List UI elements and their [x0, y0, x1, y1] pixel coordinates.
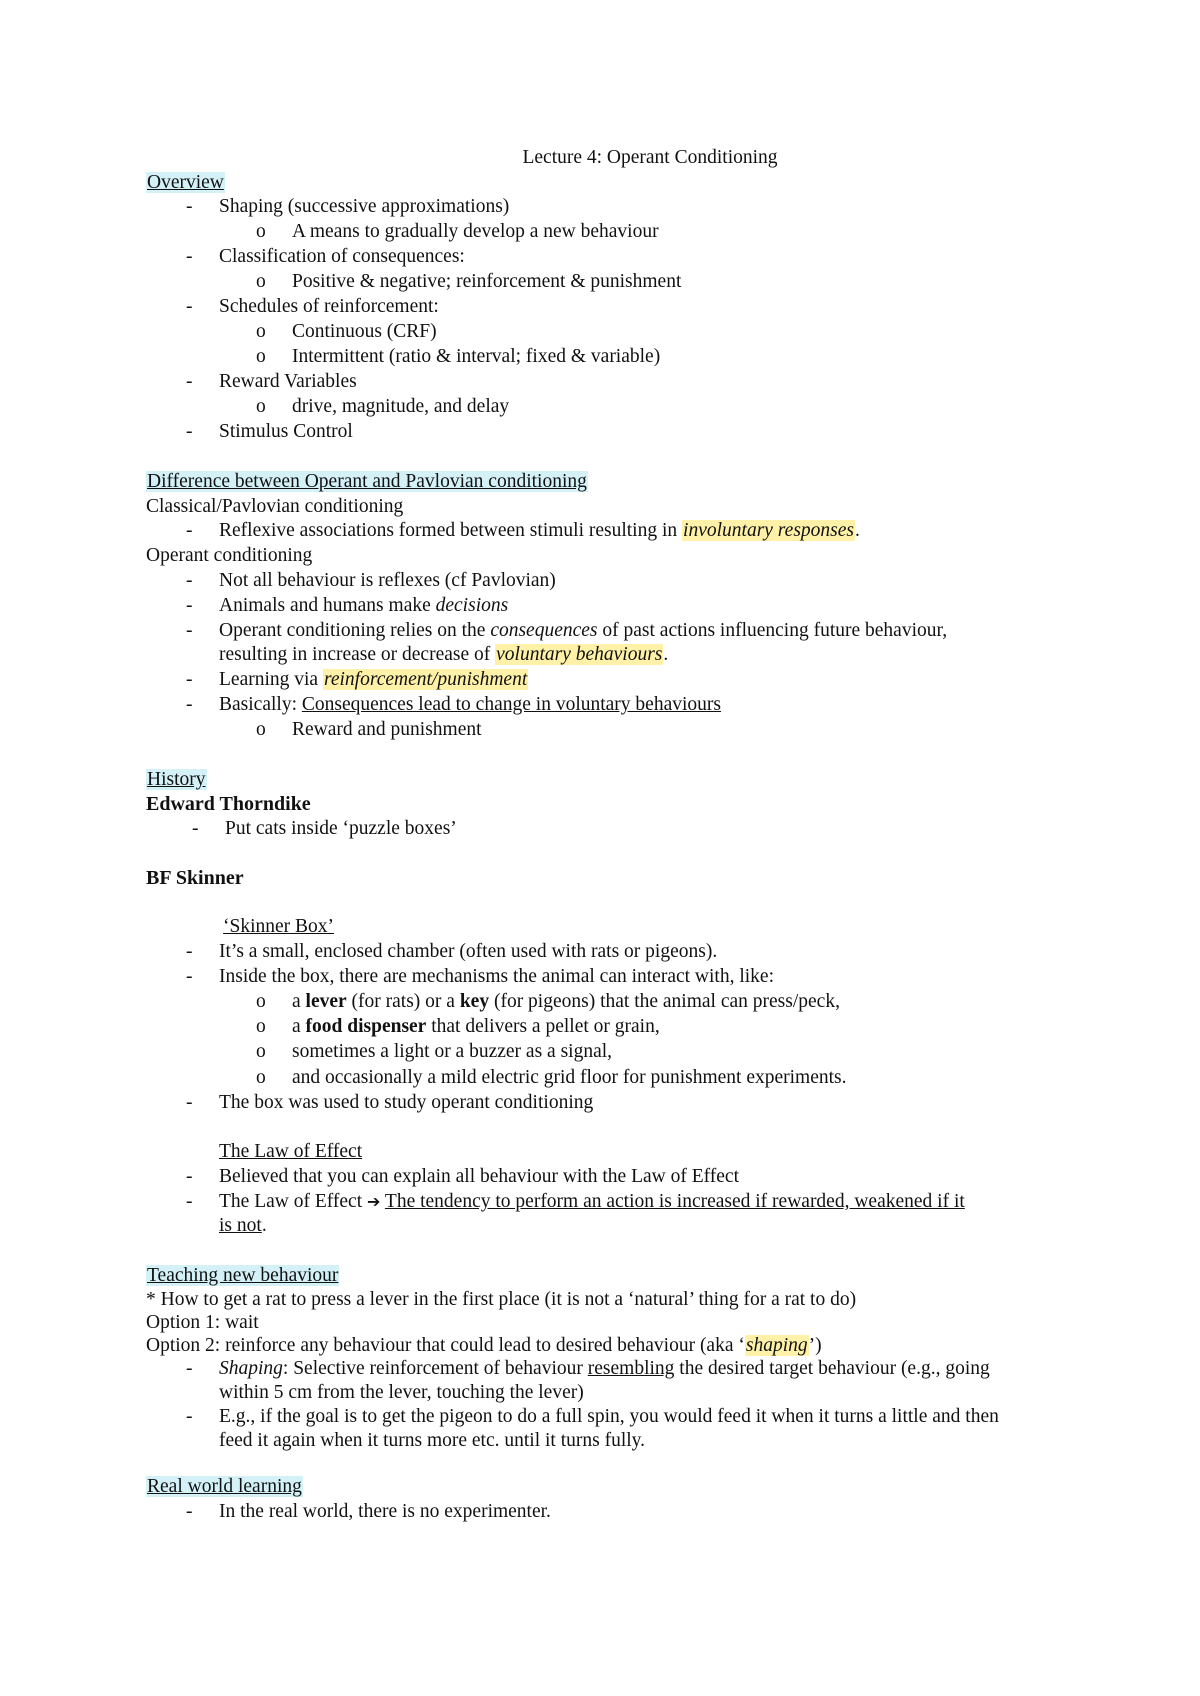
- history-heading: History: [147, 769, 206, 790]
- list-item: - The box was used to study operant conditioning: [186, 1092, 594, 1113]
- list-item-continuation: within 5 cm from the lever, touching the lever): [219, 1382, 584, 1403]
- option-1: Option 1: wait: [146, 1312, 259, 1333]
- list-item: o Positive & negative; reinforcement & punishment: [256, 271, 682, 292]
- list-item: - Inside the box, there are mechanisms the animal can interact with, like:: [186, 966, 775, 987]
- list-item: o sometimes a light or a buzzer as a signal,: [256, 1041, 613, 1062]
- difference-heading: Difference between Operant and Pavlovian conditioning: [147, 471, 587, 492]
- list-item: - Reflexive associations formed between stimuli resulting in involuntary responses.: [186, 520, 860, 541]
- list-item: - It’s a small, enclosed chamber (often used with rats or pigeons).: [186, 941, 718, 962]
- list-item: o a lever (for rats) or a key (for pigeons) that the animal can press/peck,: [256, 991, 840, 1012]
- list-item: o Reward and punishment: [256, 719, 482, 740]
- list-item: o A means to gradually develop a new behaviour: [256, 221, 659, 242]
- list-item: - Schedules of reinforcement:: [186, 296, 439, 317]
- teaching-note: * How to get a rat to press a lever in the first place (it is not a ‘natural’ thing for a rat to do): [146, 1289, 857, 1310]
- list-item: - Animals and humans make decisions: [186, 595, 509, 616]
- right-arrow-icon: ➔: [366, 1192, 381, 1211]
- classical-label: Classical/Pavlovian conditioning: [146, 496, 404, 517]
- list-item: - Basically: Consequences lead to change in voluntary behaviours: [186, 694, 721, 715]
- list-item-continuation: feed it again when it turns more etc. until it turns fully.: [219, 1430, 646, 1451]
- law-of-effect-subheading: The Law of Effect: [219, 1141, 363, 1162]
- list-item: o Continuous (CRF): [256, 321, 437, 342]
- list-item: - Learning via reinforcement/punishment: [186, 669, 528, 690]
- list-item: o and occasionally a mild electric grid floor for punishment experiments.: [256, 1067, 847, 1088]
- list-item: - Shaping (successive approximations): [186, 196, 510, 217]
- list-item: - E.g., if the goal is to get the pigeon to do a full spin, you would feed it when it turns a little and then: [186, 1406, 999, 1427]
- overview-heading: Overview: [147, 172, 224, 193]
- list-item: - Operant conditioning relies on the consequences of past actions influencing future behaviour,: [186, 620, 948, 641]
- list-item: - Shaping: Selective reinforcement of behaviour resembling the desired target behaviour (e.g., going: [186, 1358, 990, 1379]
- list-item-continuation: resulting in increase or decrease of voluntary behaviours.: [219, 644, 669, 665]
- list-item: - The Law of Effect ➔ The tendency to perform an action is increased if rewarded, weakened if it: [186, 1191, 965, 1212]
- list-item-continuation: is not.: [219, 1215, 267, 1236]
- list-item: - Stimulus Control: [186, 421, 353, 442]
- operant-label: Operant conditioning: [146, 545, 313, 566]
- list-item: - Believed that you can explain all behaviour with the Law of Effect: [186, 1166, 739, 1187]
- list-item: o drive, magnitude, and delay: [256, 396, 510, 417]
- list-item: o a food dispenser that delivers a pellet or grain,: [256, 1016, 660, 1037]
- list-item: - Not all behaviour is reflexes (cf Pavlovian): [186, 570, 556, 591]
- list-item: o Intermittent (ratio & interval; fixed & variable): [256, 346, 661, 367]
- thorndike-heading: Edward Thorndike: [146, 793, 311, 815]
- teaching-heading: Teaching new behaviour: [147, 1265, 339, 1286]
- page-title: Lecture 4: Operant Conditioning: [522, 147, 778, 168]
- list-item: - Reward Variables: [186, 371, 357, 392]
- skinner-box-subheading: ‘Skinner Box’: [223, 916, 335, 937]
- list-item: - Put cats inside ‘puzzle boxes’: [192, 818, 457, 839]
- list-item: - In the real world, there is no experimenter.: [186, 1501, 551, 1522]
- list-item: - Classification of consequences:: [186, 246, 465, 267]
- option-2: Option 2: reinforce any behaviour that could lead to desired behaviour (aka ‘shaping’): [146, 1335, 822, 1356]
- real-world-heading: Real world learning: [147, 1476, 302, 1497]
- skinner-heading: BF Skinner: [146, 867, 244, 889]
